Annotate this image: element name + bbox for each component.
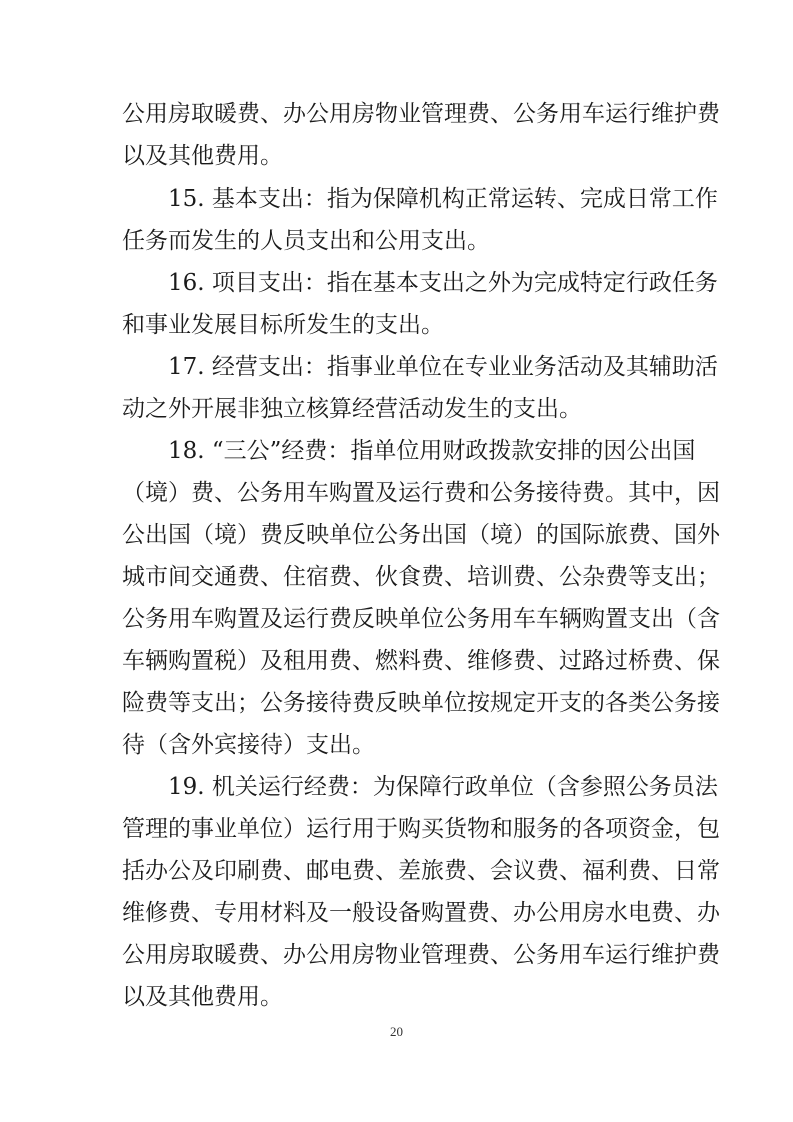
page-number: 20 [390, 1024, 403, 1039]
body-text-line: 任务而发生的人员支出和公用支出。 [122, 228, 490, 254]
body-text-line: 以及其他费用。 [122, 143, 283, 169]
body-text-line: 和事业发展目标所发生的支出。 [122, 312, 444, 338]
body-text-line: 公用房取暖费、办公用房物业管理费、公务用车运行维护费 [122, 942, 720, 968]
item-15-heading-line: 15. 基本支出：指为保障机构正常运转、完成日常工作 [168, 186, 718, 212]
body-text-line: 公用房取暖费、办公用房物业管理费、公务用车运行维护费 [122, 101, 720, 127]
item-16-heading-line: 16. 项目支出：指在基本支出之外为完成特定行政任务 [168, 270, 718, 296]
body-text-line: （境）费、公务用车购置及运行费和公务接待费。其中，因 [122, 480, 720, 506]
body-text-line: 险费等支出；公务接待费反映单位按规定开支的各类公务接 [122, 690, 720, 716]
body-text-line: 车辆购置税）及租用费、燃料费、维修费、过路过桥费、保 [122, 648, 720, 674]
body-text-line: 公出国（境）费反映单位公务出国（境）的国际旅费、国外 [122, 522, 720, 548]
body-text-line: 括办公及印刷费、邮电费、差旅费、会议费、福利费、日常 [122, 858, 720, 884]
item-17-heading-line: 17. 经营支出：指事业单位在专业业务活动及其辅助活 [168, 354, 718, 380]
body-text-line: 城市间交通费、住宿费、伙食费、培训费、公杂费等支出； [122, 564, 720, 590]
body-text-line: 待（含外宾接待）支出。 [122, 732, 375, 758]
body-text-line: 维修费、专用材料及一般设备购置费、办公用房水电费、办 [122, 900, 720, 926]
body-text-line: 以及其他费用。 [122, 984, 283, 1010]
body-text-line: 公务用车购置及运行费反映单位公务用车车辆购置支出（含 [122, 606, 720, 632]
item-19-heading-line: 19. 机关运行经费：为保障行政单位（含参照公务员法 [168, 774, 718, 800]
body-text-line: 动之外开展非独立核算经营活动发生的支出。 [122, 396, 582, 422]
body-text-line: 管理的事业单位）运行用于购买货物和服务的各项资金，包 [122, 816, 720, 842]
item-18-heading-line: 18. “三公”经费：指单位用财政拨款安排的因公出国 [168, 438, 696, 464]
